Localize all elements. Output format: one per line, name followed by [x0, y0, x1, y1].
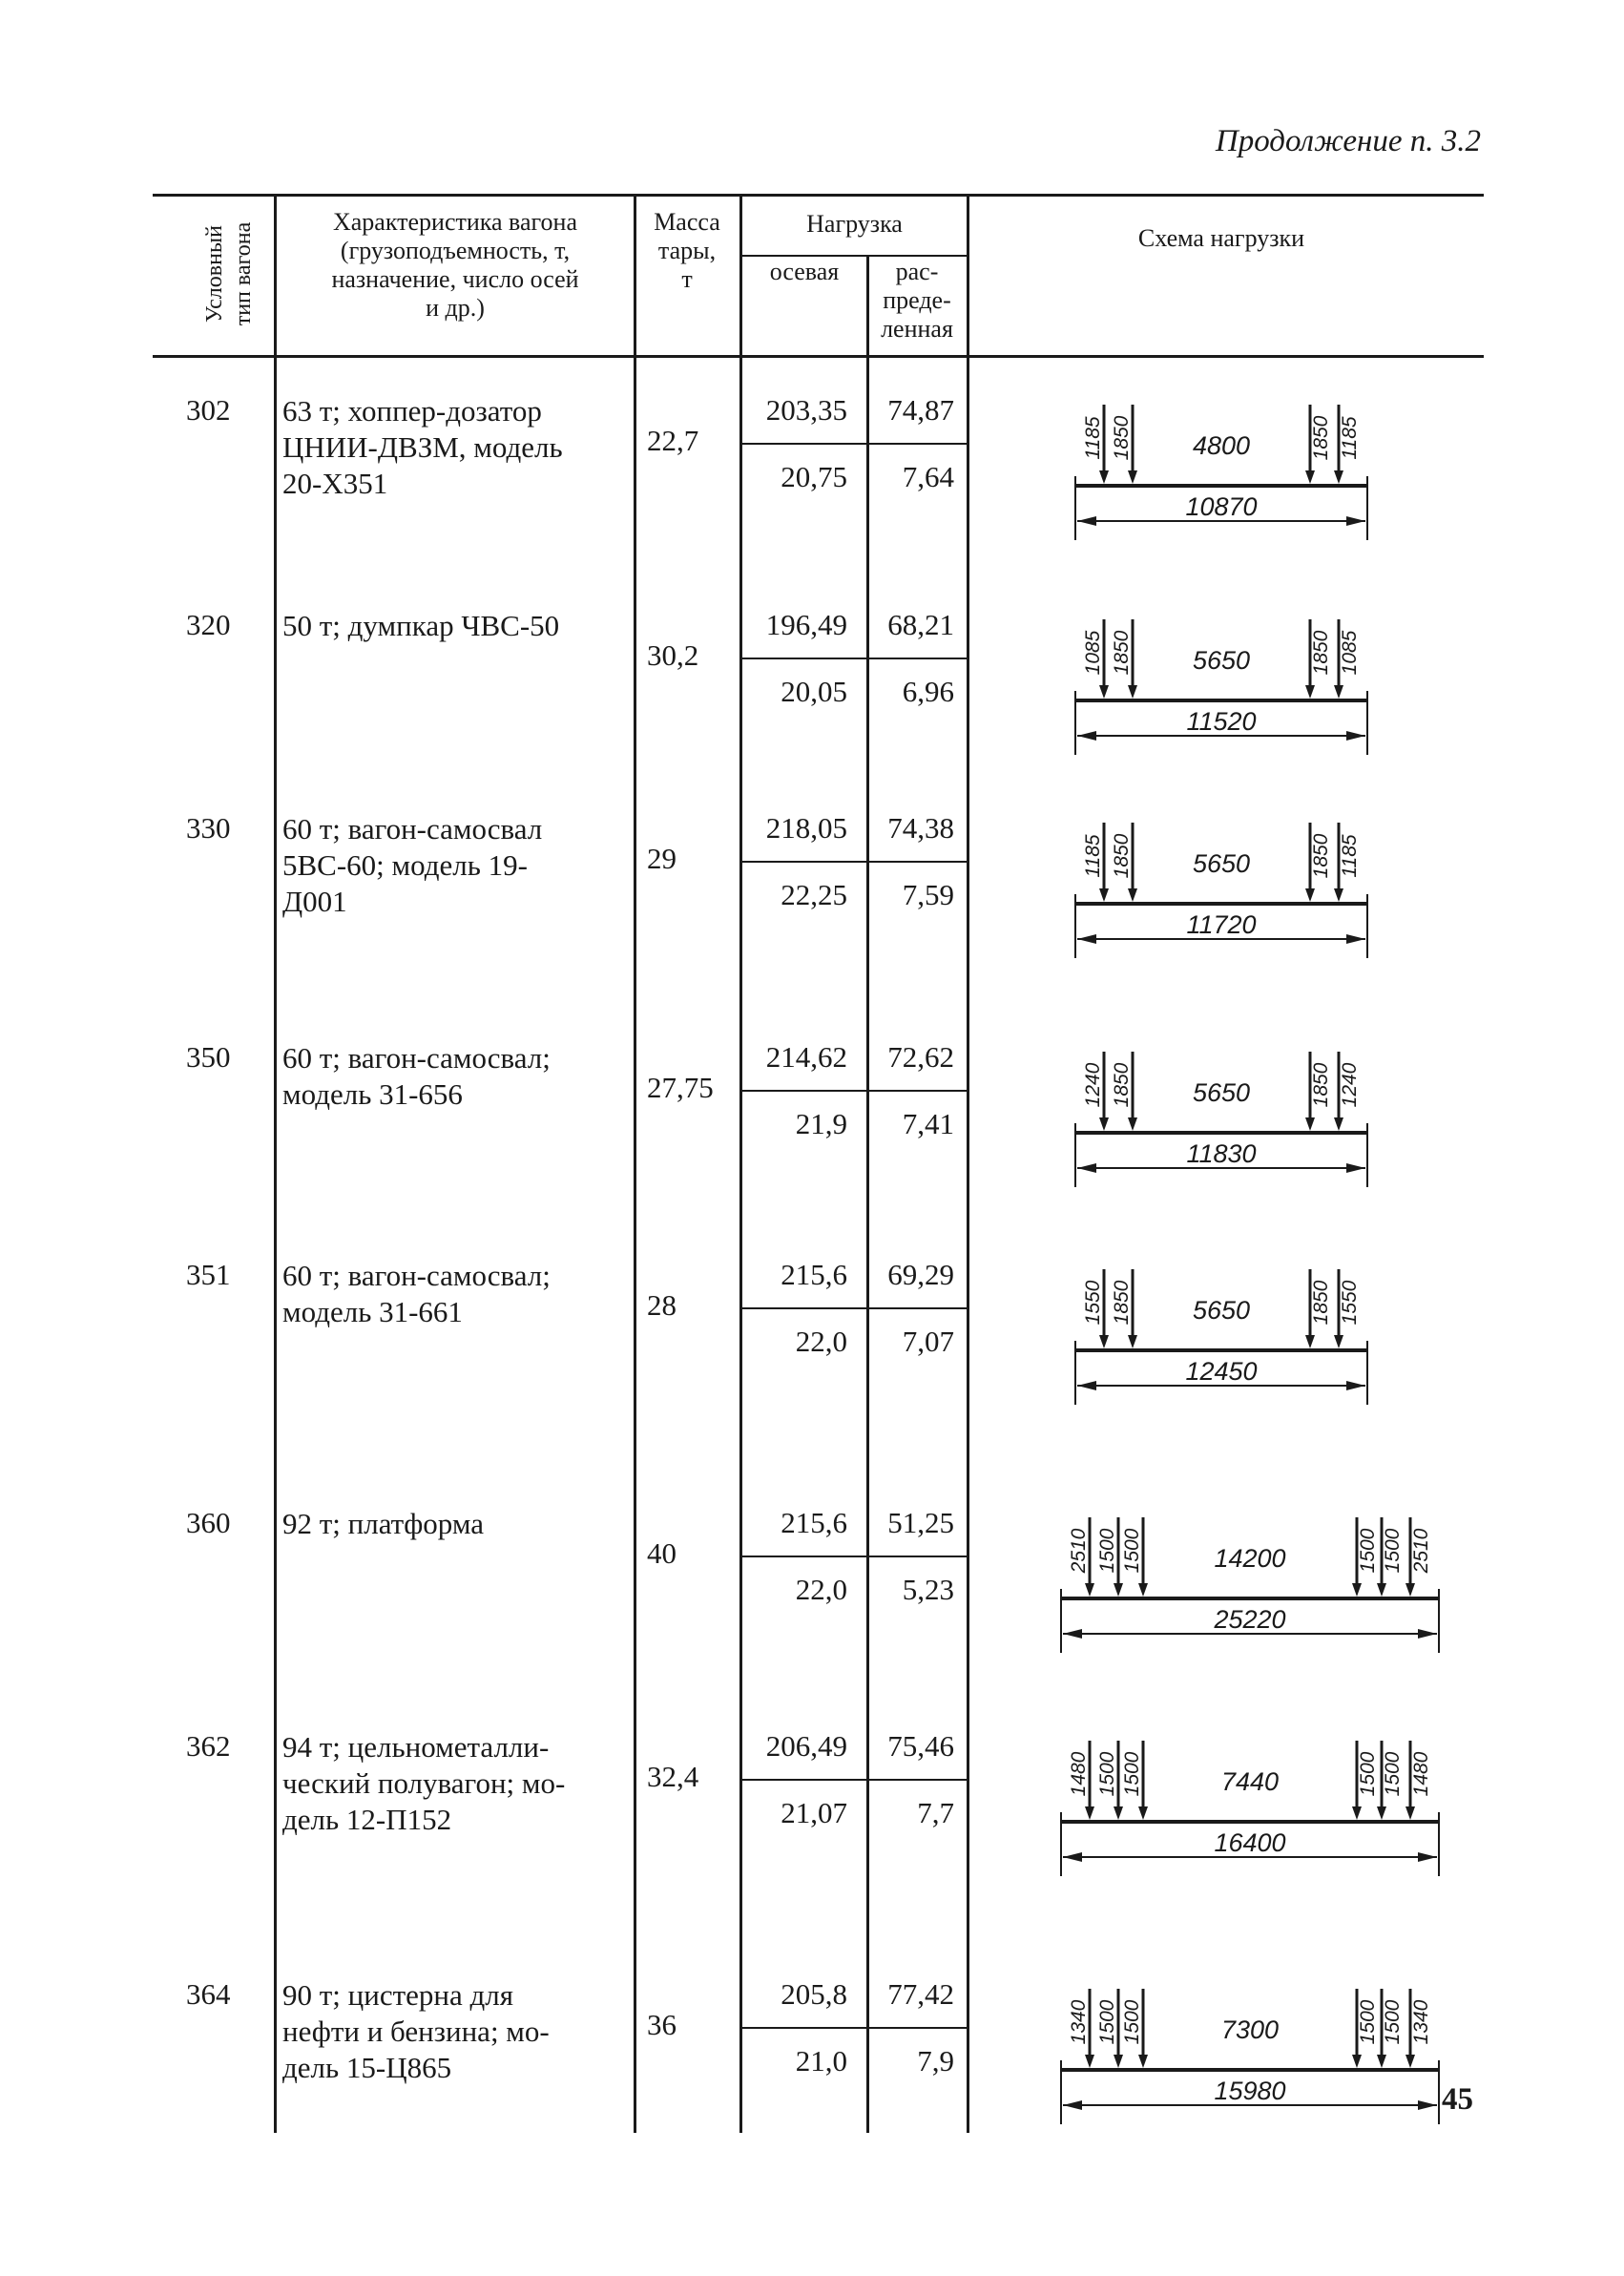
row-distributed-total: 69,29: [887, 1258, 954, 1291]
scheme-arrow-head: [1334, 1117, 1343, 1131]
row-description-line: 60 т; вагон-самосвал;: [282, 1259, 551, 1292]
scheme-dim-arrow-right: [1346, 1381, 1365, 1390]
load-scheme-diagram: [1064, 1250, 1379, 1412]
row-axial-total: 203,35: [765, 393, 847, 427]
col-header-distributed: [868, 258, 966, 344]
scheme-right-spacing: 1850: [1310, 833, 1332, 879]
scheme-arrow-head: [1099, 888, 1109, 902]
scheme-arrow-head: [1334, 685, 1343, 699]
row-description: [282, 608, 632, 644]
scheme-right-spacing: 1550: [1339, 1280, 1361, 1326]
scheme-left-spacing: 1185: [1082, 416, 1104, 460]
row-mass: 36: [647, 2008, 677, 2041]
scheme-left-spacing: 1500: [1121, 1528, 1143, 1574]
mass-header-l2: тары,: [657, 237, 717, 264]
scheme-dim-arrow-right: [1418, 1852, 1437, 1862]
char-header-l3: назначение, число осей: [331, 265, 579, 293]
row-axial-total: 206,49: [765, 1729, 847, 1763]
row-distributed-per-axle: 5,23: [902, 1573, 954, 1606]
row-description-line: дель 15-Ц865: [282, 2051, 452, 2084]
scheme-arrow-head: [1405, 1806, 1415, 1820]
scheme-total-length: 16400: [1214, 1828, 1286, 1857]
row-axial-per-axle: 22,25: [781, 878, 847, 911]
scheme-right-spacing: 1850: [1310, 415, 1332, 461]
scheme-center-spacing: 5650: [1192, 646, 1251, 675]
row-description-line: ЦНИИ-ДВЗМ, модель: [282, 430, 563, 464]
load-scheme-diagram: [1050, 1498, 1450, 1660]
row-description-line: ческий полувагон; мо-: [282, 1766, 566, 1800]
row-type: 330: [186, 811, 231, 845]
row-distributed-total: 68,21: [887, 608, 954, 641]
load-scheme-diagram: [1050, 1722, 1450, 1884]
char-header-l4: и др.): [426, 294, 485, 322]
table-header-bottom-rule: [153, 355, 1484, 358]
row-distributed-per-axle: 7,7: [917, 1796, 954, 1829]
row-value-separator: [742, 1307, 967, 1309]
row-value-separator: [742, 1779, 967, 1781]
col-header-axial: осевая: [769, 258, 840, 285]
scheme-arrow-head: [1114, 2055, 1123, 2068]
row-type: 351: [186, 1258, 231, 1291]
scheme-left-spacing: 1850: [1111, 1280, 1133, 1326]
row-type: 320: [186, 608, 231, 641]
dist-header-l1: рас-: [895, 258, 939, 285]
row-value-separator: [742, 1556, 967, 1557]
row-description-line: 50 т; думпкар ЧВС-50: [282, 609, 560, 642]
body-divider-5: [967, 356, 969, 2133]
row-type: 362: [186, 1729, 231, 1763]
scheme-arrow-head: [1377, 1806, 1386, 1820]
row-axial-total: 215,6: [781, 1258, 847, 1291]
scheme-left-spacing: 1340: [1068, 1999, 1090, 2045]
header-divider-5: [967, 194, 969, 356]
scheme-arrow-head: [1377, 1583, 1386, 1597]
scheme-center-spacing: 14200: [1214, 1544, 1286, 1573]
row-axial-per-axle: 22,0: [795, 1573, 847, 1606]
scheme-right-spacing: 1500: [1357, 1999, 1379, 2045]
col-header-characteristics: [279, 208, 632, 323]
row-mass: 27,75: [647, 1071, 714, 1104]
scheme-arrow-head: [1085, 1583, 1094, 1597]
row-description-line: 60 т; вагон-самосвал: [282, 812, 543, 846]
scheme-total-length: 11520: [1186, 707, 1257, 736]
scheme-right-spacing: 1500: [1382, 1751, 1404, 1797]
row-axial-per-axle: 20,05: [781, 675, 847, 708]
row-description-line: 60 т; вагон-самосвал;: [282, 1041, 551, 1075]
row-type: 364: [186, 1977, 231, 2011]
scheme-dim-arrow-left: [1063, 1629, 1082, 1639]
scheme-total-length: 11720: [1186, 910, 1257, 939]
scheme-center-spacing: 7440: [1220, 1767, 1280, 1796]
row-distributed-total: 77,42: [887, 1977, 954, 2011]
row-distributed-total: 51,25: [887, 1506, 954, 1539]
row-axial-per-axle: 22,0: [795, 1325, 847, 1358]
row-value-separator: [742, 2027, 967, 2029]
scheme-right-spacing: 1500: [1382, 1999, 1404, 2045]
scheme-arrow-head: [1305, 1117, 1315, 1131]
col-header-mass: [635, 208, 739, 294]
scheme-arrow-head: [1099, 685, 1109, 699]
scheme-left-spacing: 1240: [1082, 1062, 1104, 1108]
scheme-arrow-head: [1352, 2055, 1362, 2068]
scheme-dim-arrow-right: [1346, 934, 1365, 944]
scheme-dim-arrow-left: [1063, 2100, 1082, 2110]
scheme-right-spacing: 1850: [1310, 1280, 1332, 1326]
scheme-total-length: 25220: [1214, 1605, 1286, 1634]
row-description-line: 90 т; цистерна для: [282, 1978, 514, 2012]
row-description: [282, 811, 632, 920]
row-description-line: 5ВС-60; модель 19-: [282, 848, 528, 882]
scheme-right-spacing: 1500: [1357, 1528, 1379, 1574]
row-axial-total: 205,8: [781, 1977, 847, 2011]
scheme-arrow-head: [1305, 888, 1315, 902]
scheme-arrow-head: [1305, 685, 1315, 699]
row-description-line: нефти и бензина; мо-: [282, 2015, 550, 2048]
scheme-total-length: 15980: [1214, 2077, 1286, 2105]
row-description-line: 63 т; хоппер-дозатор: [282, 394, 542, 428]
col-header-type-l2: тип вагона: [231, 221, 256, 326]
row-value-separator: [742, 658, 967, 659]
char-header-l1: Характеристика вагона: [332, 208, 577, 236]
scheme-arrow-head: [1138, 2055, 1148, 2068]
load-subheader-rule: [742, 255, 968, 257]
row-axial-total: 214,62: [765, 1040, 847, 1074]
row-description-line: модель 31-661: [282, 1295, 463, 1328]
scheme-left-spacing: 1500: [1096, 1751, 1118, 1797]
header-divider-1: [274, 194, 277, 356]
row-distributed-total: 75,46: [887, 1729, 954, 1763]
row-description-line: 94 т; цельнометалли-: [282, 1730, 550, 1764]
row-value-separator: [742, 443, 967, 445]
row-distributed-total: 74,87: [887, 393, 954, 427]
row-mass: 30,2: [647, 638, 699, 672]
dist-header-l3: ленная: [881, 315, 953, 343]
row-axial-per-axle: 21,9: [795, 1107, 847, 1140]
body-divider-1: [274, 356, 277, 2133]
scheme-total-length: 11830: [1186, 1139, 1257, 1168]
scheme-arrow-head: [1405, 1583, 1415, 1597]
table-top-rule: [153, 194, 1484, 197]
scheme-right-spacing: 2510: [1410, 1528, 1432, 1574]
row-distributed-total: 72,62: [887, 1040, 954, 1074]
load-scheme-diagram: [1064, 386, 1379, 548]
scheme-arrow-head: [1114, 1806, 1123, 1820]
col-header-type-l1: Условный: [202, 225, 227, 323]
scheme-right-spacing: 1850: [1310, 630, 1332, 676]
scheme-left-spacing: 1850: [1111, 1062, 1133, 1108]
scheme-right-spacing: 1850: [1310, 1062, 1332, 1108]
row-description-line: Д001: [282, 885, 347, 918]
scheme-arrow-head: [1099, 1335, 1109, 1348]
scheme-dim-arrow-left: [1077, 934, 1096, 944]
scheme-dim-arrow-left: [1077, 516, 1096, 526]
row-mass: 32,4: [647, 1760, 699, 1793]
scheme-right-spacing: 1185: [1339, 416, 1361, 460]
load-scheme-diagram: [1064, 1033, 1379, 1195]
row-distributed-per-axle: 7,59: [902, 878, 954, 911]
row-mass: 28: [647, 1288, 677, 1322]
row-description: [282, 1729, 632, 1838]
page-number: 45: [1442, 2082, 1473, 2117]
scheme-left-spacing: 2510: [1068, 1528, 1090, 1574]
scheme-dim-arrow-right: [1418, 2100, 1437, 2110]
row-axial-total: 215,6: [781, 1506, 847, 1539]
row-description: [282, 1977, 632, 2086]
scheme-right-spacing: 1500: [1382, 1528, 1404, 1574]
scheme-dim-arrow-right: [1346, 1163, 1365, 1173]
scheme-dim-arrow-right: [1346, 516, 1365, 526]
load-scheme-diagram: [1064, 804, 1379, 966]
scheme-arrow-head: [1085, 2055, 1094, 2068]
scheme-dim-arrow-right: [1346, 731, 1365, 741]
mass-header-l3: т: [681, 265, 693, 293]
scheme-arrow-head: [1334, 888, 1343, 902]
scheme-right-spacing: 1500: [1357, 1751, 1379, 1797]
scheme-arrow-head: [1334, 1335, 1343, 1348]
scheme-left-spacing: 1480: [1068, 1751, 1090, 1797]
row-description: [282, 1258, 632, 1330]
row-value-separator: [742, 1090, 967, 1092]
row-axial-per-axle: 21,07: [781, 1796, 847, 1829]
scheme-arrow-head: [1085, 1806, 1094, 1820]
row-distributed-total: 74,38: [887, 811, 954, 845]
scheme-arrow-head: [1377, 2055, 1386, 2068]
scheme-left-spacing: 1850: [1111, 630, 1133, 676]
row-description-line: 20-Х351: [282, 467, 388, 500]
scheme-left-spacing: 1500: [1096, 1999, 1118, 2045]
row-distributed-per-axle: 7,07: [902, 1325, 954, 1358]
scheme-total-length: 12450: [1185, 1357, 1258, 1386]
row-mass: 29: [647, 842, 677, 875]
scheme-left-spacing: 1500: [1096, 1528, 1118, 1574]
scheme-right-spacing: 1240: [1339, 1062, 1361, 1108]
load-scheme-diagram: [1064, 600, 1379, 762]
scheme-right-spacing: 1185: [1339, 834, 1361, 878]
row-description: [282, 1040, 632, 1113]
scheme-dim-arrow-left: [1077, 1163, 1096, 1173]
scheme-arrow-head: [1138, 1806, 1148, 1820]
scheme-arrow-head: [1099, 1117, 1109, 1131]
row-type: 302: [186, 393, 231, 427]
scheme-arrow-head: [1128, 888, 1137, 902]
scheme-arrow-head: [1128, 685, 1137, 699]
row-description: [282, 393, 632, 502]
scheme-left-spacing: 1550: [1082, 1280, 1104, 1326]
scheme-dim-arrow-right: [1418, 1629, 1437, 1639]
row-type: 350: [186, 1040, 231, 1074]
col-header-load: Нагрузка: [806, 210, 903, 238]
mass-header-l1: Масса: [654, 208, 720, 236]
char-header-l2: (грузоподъемность, т,: [340, 237, 571, 264]
scheme-arrow-head: [1352, 1583, 1362, 1597]
row-distributed-per-axle: 6,96: [902, 675, 954, 708]
scheme-left-spacing: 1500: [1121, 1999, 1143, 2045]
scheme-arrow-head: [1114, 1583, 1123, 1597]
scheme-arrow-head: [1334, 470, 1343, 484]
scheme-dim-arrow-left: [1077, 731, 1096, 741]
row-description-line: модель 31-656: [282, 1077, 463, 1111]
scheme-arrow-head: [1405, 2055, 1415, 2068]
scheme-left-spacing: 1850: [1111, 833, 1133, 879]
scheme-dim-arrow-left: [1063, 1852, 1082, 1862]
scheme-arrow-head: [1099, 470, 1109, 484]
scheme-arrow-head: [1138, 1583, 1148, 1597]
scheme-arrow-head: [1352, 1806, 1362, 1820]
row-type: 360: [186, 1506, 231, 1539]
row-description-line: дель 12-П152: [282, 1803, 452, 1836]
scheme-center-spacing: 5650: [1192, 849, 1251, 878]
scheme-right-spacing: 1340: [1410, 1999, 1432, 2045]
body-divider-2: [634, 356, 636, 2133]
scheme-center-spacing: 4800: [1192, 431, 1251, 460]
col-header-scheme: Схема нагрузки: [1137, 224, 1305, 252]
scheme-center-spacing: 5650: [1192, 1078, 1251, 1107]
continuation-label: Продолжение п. 3.2: [1215, 124, 1481, 158]
scheme-right-spacing: 1480: [1410, 1751, 1432, 1797]
scheme-left-spacing: 1085: [1082, 630, 1104, 676]
row-distributed-per-axle: 7,41: [902, 1107, 954, 1140]
row-axial-total: 196,49: [765, 608, 847, 641]
row-axial-per-axle: 20,75: [781, 460, 847, 493]
row-distributed-per-axle: 7,9: [917, 2044, 954, 2078]
row-distributed-per-axle: 7,64: [902, 460, 954, 493]
scheme-center-spacing: 7300: [1220, 2015, 1280, 2044]
scheme-arrow-head: [1128, 1335, 1137, 1348]
col-header-type: [157, 196, 272, 353]
scheme-right-spacing: 1085: [1339, 630, 1361, 676]
scheme-arrow-head: [1305, 1335, 1315, 1348]
row-description-line: 92 т; платформа: [282, 1507, 485, 1540]
row-mass: 22,7: [647, 424, 699, 457]
row-axial-per-axle: 21,0: [795, 2044, 847, 2078]
scheme-left-spacing: 1500: [1121, 1751, 1143, 1797]
row-mass: 40: [647, 1536, 677, 1570]
scheme-center-spacing: 5650: [1192, 1296, 1251, 1325]
scheme-arrow-head: [1128, 470, 1137, 484]
row-axial-total: 218,05: [765, 811, 847, 845]
scheme-total-length: 10870: [1185, 492, 1258, 521]
scheme-left-spacing: 1850: [1111, 415, 1133, 461]
scheme-arrow-head: [1305, 470, 1315, 484]
row-value-separator: [742, 861, 967, 863]
row-description: [282, 1506, 632, 1542]
scheme-arrow-head: [1128, 1117, 1137, 1131]
scheme-left-spacing: 1185: [1082, 834, 1104, 878]
scheme-dim-arrow-left: [1077, 1381, 1096, 1390]
dist-header-l2: преде-: [883, 286, 951, 314]
load-scheme-diagram: [1050, 1970, 1450, 2132]
